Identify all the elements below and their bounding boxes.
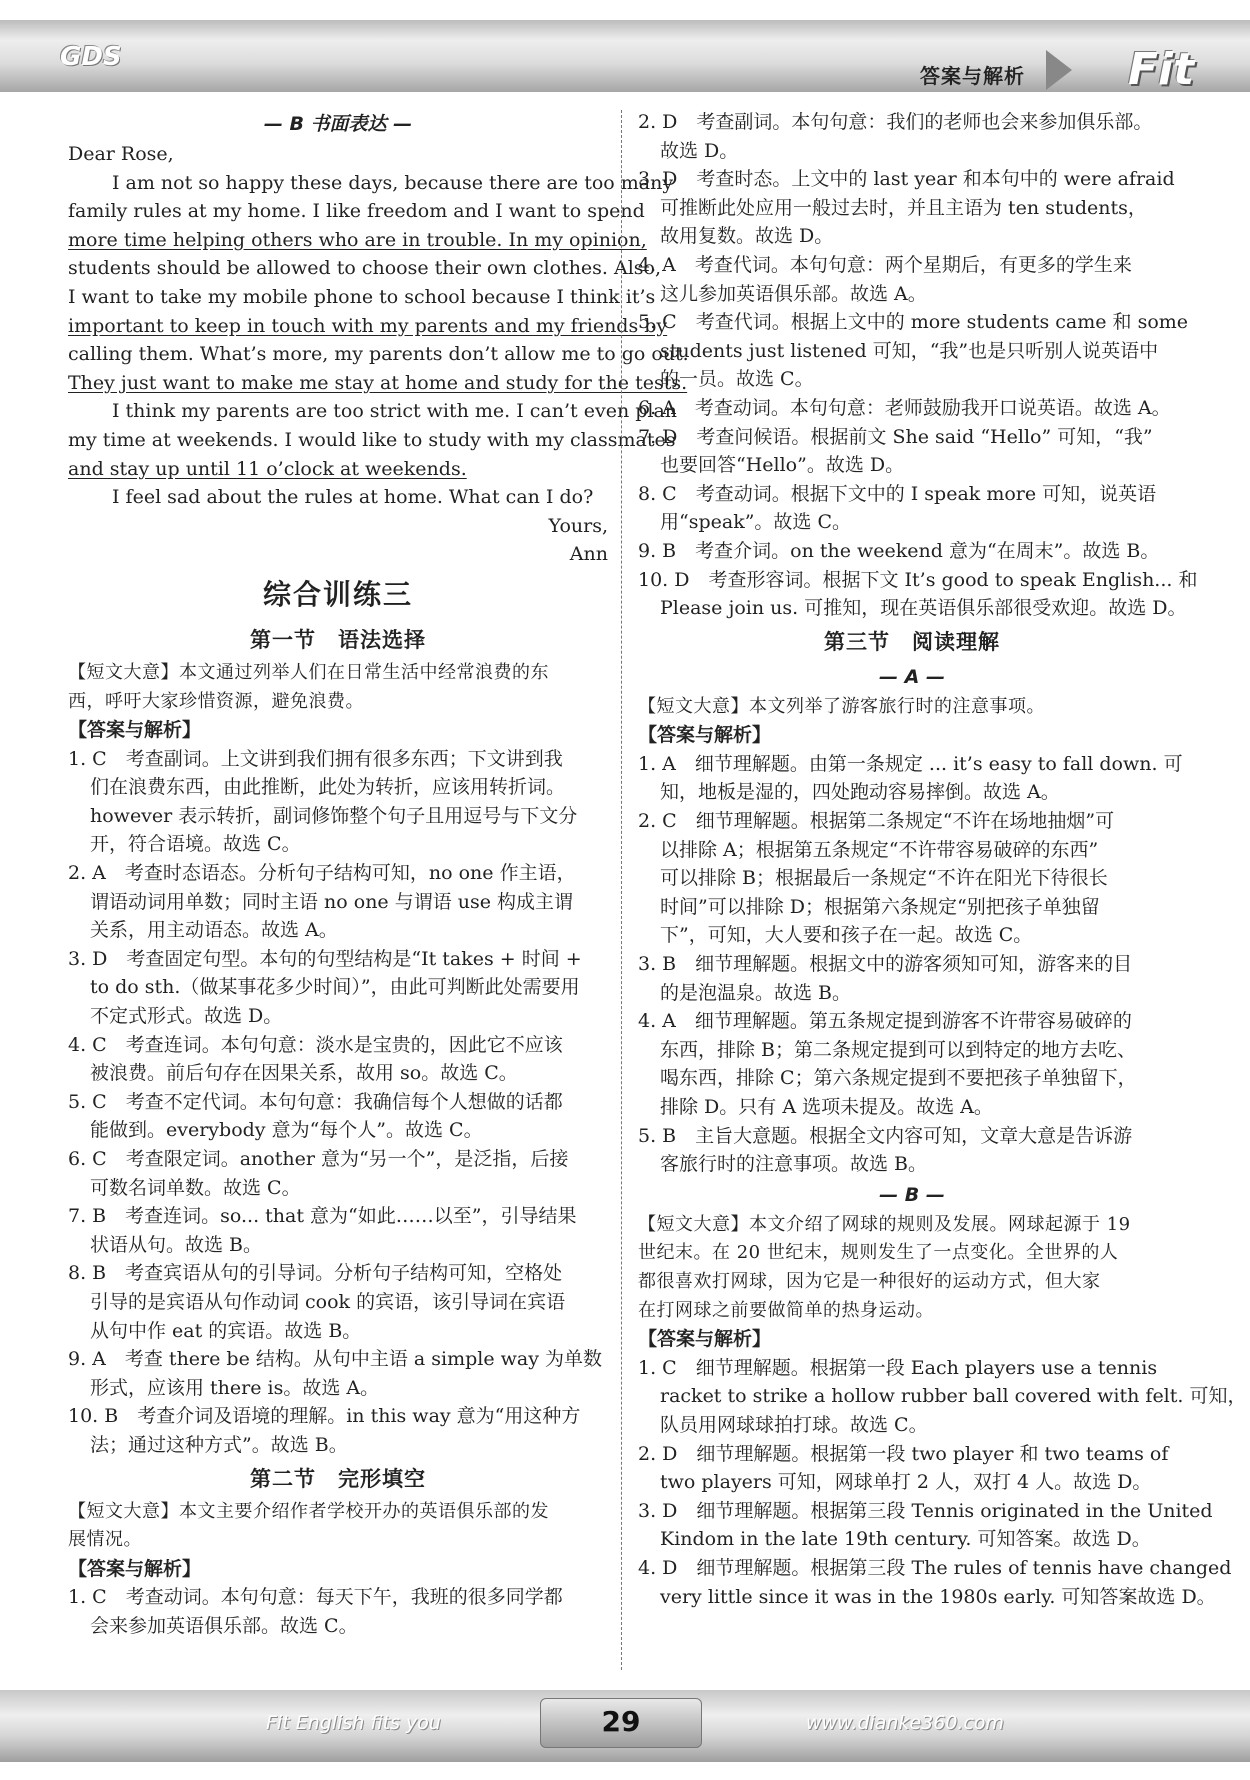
text-line: 1. C 细节理解题。根据第一段 Each players use a tennis xyxy=(638,1356,1158,1379)
text-line: 【短文大意】本文通过列举人们在日常生活中经常浪费的东 xyxy=(68,661,549,683)
text-line: 被浪费。前后句存在因果关系，故用 so。故选 C。 xyxy=(90,1062,518,1085)
text-line: 会来参加英语俱乐部。故选 C。 xyxy=(90,1614,358,1637)
text-line: 2. D 考查副词。本句句意：我们的老师也会来参加俱乐部。 xyxy=(638,111,1153,133)
page-footer xyxy=(0,1690,1250,1762)
text-line: 第三节 阅读理解 xyxy=(824,629,1000,654)
text-line: however 表示转折，副词修饰整个句子且用逗号与下文分 xyxy=(90,804,578,827)
text-line: 1. C 考查副词。上文讲到我们拥有很多东西；下文讲到我 xyxy=(68,747,563,770)
text-line: 3. D 细节理解题。根据第三段 Tennis originated in the United xyxy=(638,1499,1213,1522)
text-line: 的一员。故选 C。 xyxy=(660,368,814,391)
page-number: 29 xyxy=(601,1705,641,1738)
text-line: two players 可知，网球单打 2 人，双打 4 人。故选 D。 xyxy=(660,1471,1152,1494)
text-line: 世纪末。在 20 世纪末，规则发生了一点变化。全世界的人 xyxy=(638,1242,1119,1264)
text-line: 们在浪费东西，由此推断，此处为转折，应该用转折词。 xyxy=(90,776,566,799)
left-column xyxy=(68,108,689,1641)
text-line: 7. B 考查连词。so... that 意为“如此……以至”，引导结果 xyxy=(68,1205,577,1228)
text-line: 7. D 考查问候语。根据前文 She said “Hello” 可知，“我” xyxy=(638,425,1153,448)
text-line: 谓语动词用单数；同时主语 no one 与谓语 use 构成主谓 xyxy=(90,890,574,913)
text-line: 【答案与解析】 xyxy=(68,1557,202,1580)
text-line: important to keep in touch with my parents and my friends by xyxy=(68,314,668,337)
text-line: students should be allowed to choose their own clothes. Also, xyxy=(68,257,662,280)
text-line: 知，地板是湿的，四处跑动容易摔倒。故选 A。 xyxy=(660,781,1060,804)
text-line: 可推断此处应用一般过去时，并且主语为 ten students， xyxy=(660,196,1147,219)
text-line: I feel sad about the rules at home. What can I do? xyxy=(112,486,594,509)
text-line: 这儿参加英语俱乐部。故选 A。 xyxy=(660,282,927,305)
text-line: 从句中作 eat 的宾语。故选 B。 xyxy=(90,1319,362,1342)
text-line: Dear Rose, xyxy=(68,143,174,165)
text-line: 形式，应该用 there is。故选 A。 xyxy=(90,1376,380,1399)
text-line: students just listened 可知，“我”也是只听别人说英语中 xyxy=(660,339,1159,362)
text-line: 第一节 语法选择 xyxy=(250,627,426,652)
text-line: 2. A 考查时态语态。分析句子结构可知，no one 作主语， xyxy=(68,862,576,885)
text-line: 队员用网球球拍打球。故选 C。 xyxy=(660,1413,928,1436)
text-line: and stay up until 11 o’clock at weekends. xyxy=(68,457,467,480)
text-line: I think my parents are too strict with me. I can’t even plan xyxy=(112,400,678,423)
text-line: 8. C 考查动词。根据下文中的 I speak more 可知，说英语 xyxy=(638,482,1157,505)
text-line: 8. B 考查宾语从句的引导词。分析句子结构可知，空格处 xyxy=(68,1262,563,1285)
text-line: 5. C 考查代词。根据上文中的 more students came 和 some xyxy=(638,311,1189,334)
text-line: 10. D 考查形容词。根据下文 It’s good to speak English... 和 xyxy=(638,568,1198,591)
text-line: 4. D 细节理解题。根据第三段 The rules of tennis have changed xyxy=(638,1556,1232,1579)
text-line: very little since it was in the 1980s early. 可知答案故选 D。 xyxy=(660,1585,1216,1608)
text-line: 故用复数。故选 D。 xyxy=(660,225,834,248)
text-line: 东西，排除 B；第二条规定提到可以到特定的地方去吃、 xyxy=(660,1038,1137,1061)
text-line: 时间”可以排除 D；根据第六条规定“别把孩子单独留 xyxy=(660,895,1100,918)
text-line: 【答案与解析】 xyxy=(638,1328,772,1351)
text-line: 3. D 考查时态。上文中的 last year 和本句中的 were afraid xyxy=(638,168,1175,191)
section-title: 答案与解析 xyxy=(920,64,1025,88)
text-line: 2. D 细节理解题。根据第一段 two player 和 two teams of xyxy=(638,1442,1169,1465)
text-line: 展情况。 xyxy=(68,1529,142,1551)
text-line: I want to take my mobile phone to school because I think it’s xyxy=(68,285,656,308)
text-line: 5. B 主旨大意题。根据全文内容可知，文章大意是告诉游 xyxy=(638,1124,1133,1147)
text-line: 可数名词单数。故选 C。 xyxy=(90,1176,301,1199)
text-line: 2. C 细节理解题。根据第二条规定“不许在场地抽烟”可 xyxy=(638,810,1115,833)
footer-slogan: Fit English fits you xyxy=(266,1712,441,1734)
text-line: 开，符合语境。故选 C。 xyxy=(90,833,301,856)
text-line: — A — xyxy=(879,665,945,688)
text-line: Ann xyxy=(569,543,608,566)
text-line: 故选 D。 xyxy=(660,139,739,162)
text-line: — B — xyxy=(879,1183,945,1206)
text-line: Yours, xyxy=(548,514,608,537)
text-line: 能做到。everybody 意为“每个人”。故选 C。 xyxy=(90,1119,483,1142)
text-line: 4. C 考查连词。本句句意：淡水是宝贵的，因此它不应该 xyxy=(68,1033,563,1056)
text-line: 用“speak”。故选 C。 xyxy=(660,511,852,534)
text-line: 排除 D。只有 A 选项未提及。故选 A。 xyxy=(660,1096,993,1118)
text-line: 4. A 考查代词。本句句意：两个星期后，有更多的学生来 xyxy=(638,253,1132,276)
text-line: — B 书面表达 — xyxy=(263,113,413,135)
text-line: 可以排除 B；根据最后一条规定“不许在阳光下待很长 xyxy=(660,867,1108,890)
text-line: racket to strike a hollow rubber ball covered with felt. 可知， xyxy=(660,1385,1247,1408)
right-column xyxy=(638,108,1247,1611)
text-line: more time helping others who are in trouble. In my opinion, xyxy=(68,228,647,251)
text-line: 3. B 细节理解题。根据文中的游客须知可知，游客来的目 xyxy=(638,953,1133,976)
text-line: 西，呼吁大家珍惜资源，避免浪费。 xyxy=(68,690,364,712)
text-line: 【答案与解析】 xyxy=(638,724,772,747)
text-line: 关系，用主动语态。故选 A。 xyxy=(90,919,338,942)
text-line: family rules at my home. I like freedom and I want to spend xyxy=(68,200,645,223)
text-line: 不定式形式。故选 D。 xyxy=(90,1005,283,1028)
text-line: 引导的是宾语从句作动词 cook 的宾语，该引导词在宾语 xyxy=(90,1290,566,1313)
text-line: 【短文大意】本文介绍了网球的规则及发展。网球起源于 19 xyxy=(638,1213,1131,1235)
text-line: 都很喜欢打网球，因为它是一种很好的运动方式，但大家 xyxy=(638,1270,1101,1292)
text-line: 综合训练三 xyxy=(262,577,413,611)
text-line: 也要回答“Hello”。故选 D。 xyxy=(660,454,905,477)
text-line: 法；通过这种方式”。故选 B。 xyxy=(90,1433,348,1456)
text-line: 喝东西，排除 C；第六条规定提到不要把孩子单独留下， xyxy=(660,1067,1137,1090)
text-line: 的是泡温泉。故选 B。 xyxy=(660,981,852,1004)
text-line: 【短文大意】本文列举了游客旅行时的注意事项。 xyxy=(638,695,1045,717)
text-line: 下”，可知，大人要和孩子在一起。故选 C。 xyxy=(660,924,1033,947)
text-line: 以排除 A；根据第五条规定“不许带容易破碎的东西” xyxy=(660,838,1099,861)
chevron-right-icon xyxy=(1046,50,1072,90)
page-number-box xyxy=(540,1698,702,1748)
text-line: 在打网球之前要做简单的热身运动。 xyxy=(638,1299,934,1321)
text-line: 客旅行时的注意事项。故选 B。 xyxy=(660,1153,928,1176)
page-header xyxy=(0,20,1250,95)
text-line: 状语从句。故选 B。 xyxy=(90,1233,263,1256)
text-line: 6. A 考查动词。本句句意：老师鼓励我开口说英语。故选 A。 xyxy=(638,396,1171,419)
text-line: my time at weekends. I would like to study with my classmates xyxy=(68,428,676,451)
text-line: 第二节 完形填空 xyxy=(250,1466,426,1491)
text-line: 10. B 考查介词及语境的理解。in this way 意为“用这种方 xyxy=(68,1405,581,1428)
text-line: calling them. What’s more, my parents don’t allow me to go out. xyxy=(68,343,689,366)
text-line: 9. A 考查 there be 结构。从句中主语 a simple way 为单数 xyxy=(68,1348,602,1371)
publisher-logo: GDS xyxy=(60,42,122,72)
text-line: to do sth.（做某事花多少时间）”，由此可判断此处需要用 xyxy=(90,976,580,999)
column-divider xyxy=(621,110,622,1670)
text-line: 1. C 考查动词。本句句意：每天下午，我班的很多同学都 xyxy=(68,1586,563,1609)
text-line: 4. A 细节理解题。第五条规定提到游客不许带容易破碎的 xyxy=(638,1010,1132,1033)
text-line: Please join us. 可推知，现在英语俱乐部很受欢迎。故选 D。 xyxy=(660,597,1187,620)
text-line: 1. A 细节理解题。由第一条规定 ... it’s easy to fall down. 可 xyxy=(638,752,1183,775)
text-line: 3. D 考查固定句型。本句的句型结构是“It takes + 时间 + xyxy=(68,947,582,970)
text-line: 6. C 考查限定词。another 意为“另一个”，是泛指，后接 xyxy=(68,1148,569,1170)
text-line: I am not so happy these days, because there are too many xyxy=(112,171,674,194)
footer-url: www.dianke360.com xyxy=(806,1712,1005,1734)
text-line: Kindom in the late 19th century. 可知答案。故选 D。 xyxy=(660,1528,1151,1551)
brand-logo: Fit xyxy=(1128,44,1195,95)
text-line: 【短文大意】本文主要介绍作者学校开办的英语俱乐部的发 xyxy=(68,1500,549,1522)
text-line: 5. C 考查不定代词。本句句意：我确信每个人想做的话都 xyxy=(68,1090,563,1113)
text-line: They just want to make me stay at home and study for the tests. xyxy=(68,371,688,394)
text-line: 【答案与解析】 xyxy=(68,719,202,742)
text-line: 9. B 考查介词。on the weekend 意为“在周末”。故选 B。 xyxy=(638,539,1160,562)
